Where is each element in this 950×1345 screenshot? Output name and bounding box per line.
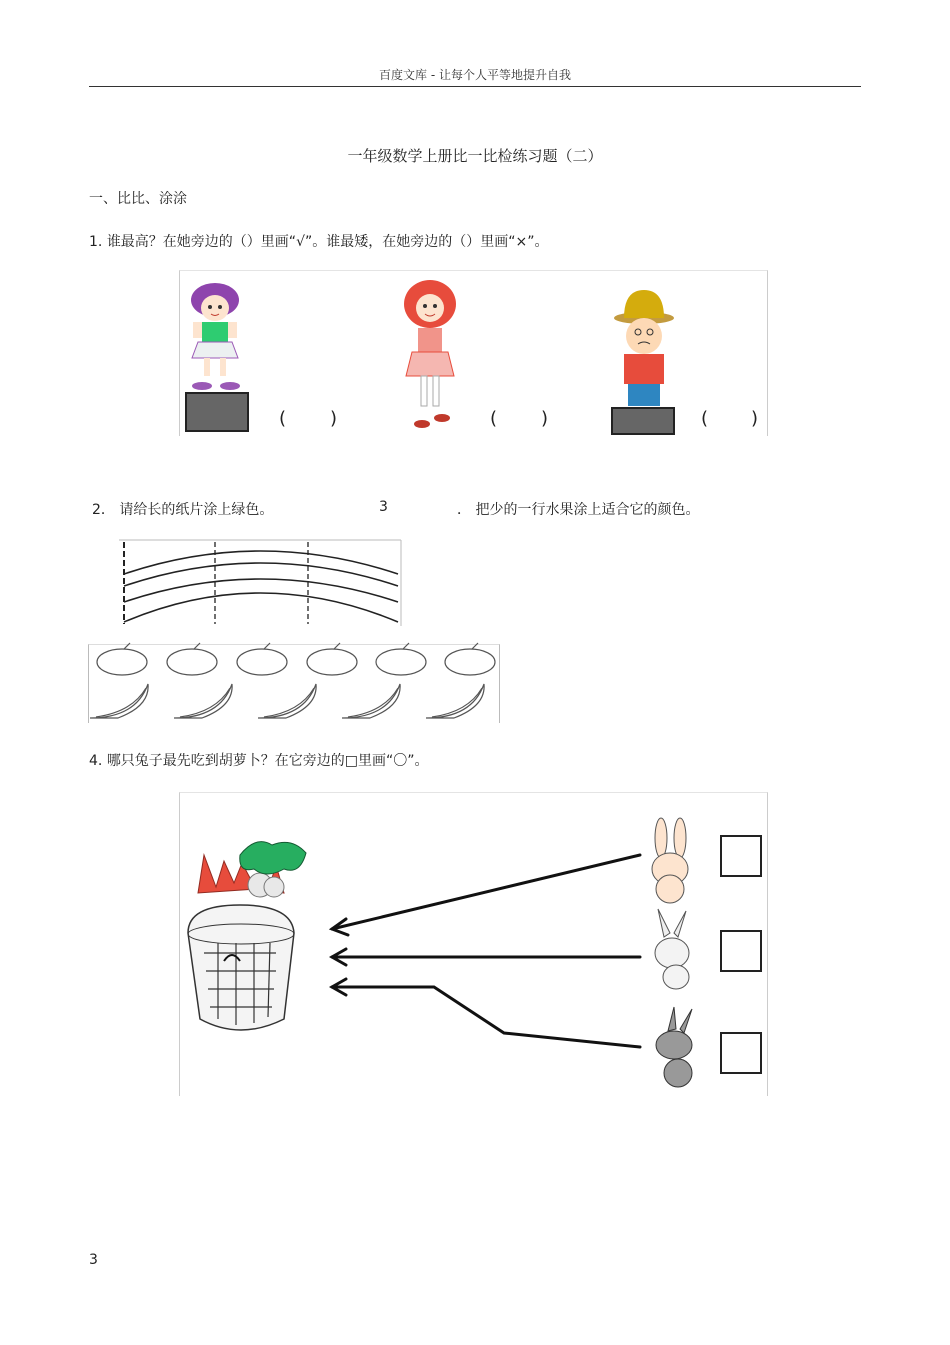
answer-box	[721, 1033, 761, 1073]
question-4-text: 哪只兔子最先吃到胡萝卜？在它旁边的□里画“〇”。	[106, 753, 429, 769]
girl-purple-hair-icon	[180, 278, 260, 434]
question-3-dot: ．	[457, 502, 471, 518]
strip-edge	[124, 579, 398, 602]
apple-icon	[167, 643, 217, 675]
worksheet-title: 一年级数学上册比一比检练习题（二）	[347, 147, 603, 165]
apple-icon	[307, 643, 357, 675]
rabbit-icon	[656, 1007, 692, 1087]
answer-paren-right: )	[751, 408, 759, 429]
answer-box	[721, 836, 761, 876]
apple-icon	[445, 643, 495, 675]
rabbit-icon	[655, 909, 689, 989]
question-4-number: 4.	[89, 753, 103, 769]
strip-edge	[124, 593, 398, 622]
section-heading: 一、比比、涂涂	[89, 191, 187, 207]
arrow-path	[332, 855, 640, 929]
answer-paren-left: (	[490, 408, 498, 429]
question-2-text: 请给长的纸片涂上绿色。	[119, 502, 274, 518]
header-divider	[89, 86, 861, 87]
girl-red-hair-icon	[398, 278, 462, 434]
apple-icon	[237, 643, 287, 675]
banana-icon	[258, 684, 316, 718]
answer-paren-right: )	[330, 408, 338, 429]
question-1-text: 谁最高？在她旁边的（）里画“√”。谁最矮，在她旁边的（）里画“×”。	[106, 234, 549, 250]
page-number: 3	[89, 1252, 98, 1268]
banana-icon	[342, 684, 400, 718]
banana-icon	[174, 684, 232, 718]
question-1	[89, 231, 548, 251]
arrow-path	[332, 987, 640, 1047]
question-3-number: 3	[379, 499, 388, 515]
question-4	[89, 750, 429, 770]
question-2	[92, 499, 273, 519]
rabbit-race-figure	[180, 793, 766, 1095]
fruit-rows-figure	[88, 644, 498, 724]
page-header: 百度文库 - 让每个人平等地提升自我	[379, 68, 571, 82]
answer-paren-left: (	[279, 408, 287, 429]
carrot-basket-icon	[188, 842, 306, 1030]
answer-box	[721, 931, 761, 971]
apple-icon	[376, 643, 426, 675]
rabbit-icon	[652, 818, 688, 903]
question-2-number: 2．	[92, 502, 115, 518]
banana-icon	[426, 684, 484, 718]
apple-icon	[97, 643, 147, 675]
answer-paren-left: (	[701, 408, 709, 429]
answer-paren-right: )	[541, 408, 549, 429]
banana-icon	[90, 684, 148, 718]
question-1-number: 1.	[89, 234, 103, 250]
strip-edge	[124, 563, 398, 586]
paper-strips-figure	[118, 540, 402, 628]
question-3	[457, 499, 699, 519]
boy-hat-icon	[608, 284, 680, 436]
question-3-text: 把少的一行水果涂上适合它的颜色。	[475, 502, 700, 518]
